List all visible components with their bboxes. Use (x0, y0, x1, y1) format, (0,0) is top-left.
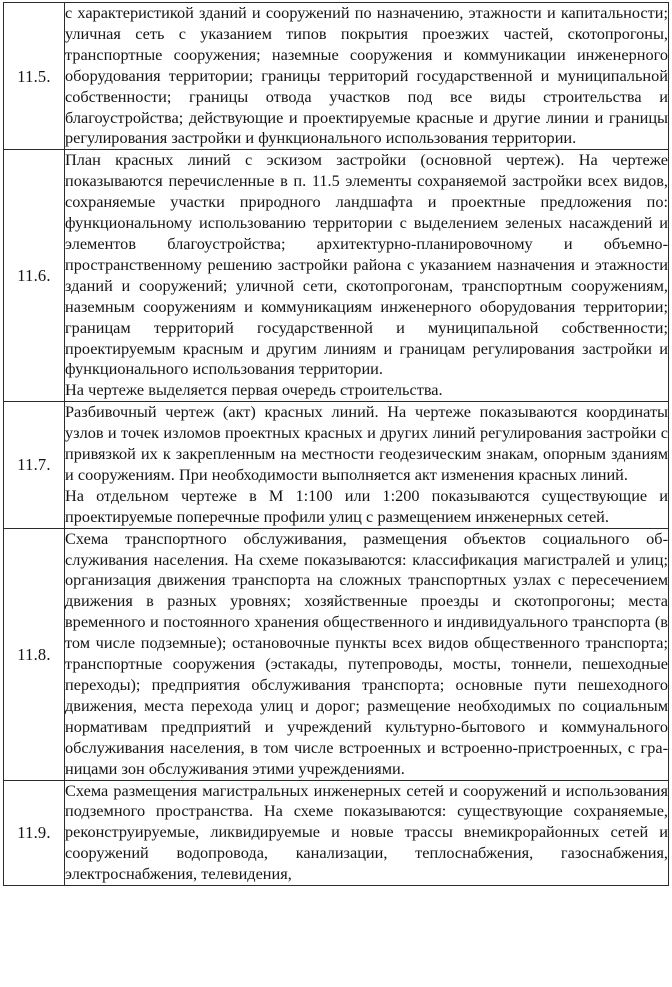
paragraph: с характеристикой зданий и сооружений по назначению, этажности и капитальности; уличная сеть с указанием типов покрытия проезжих частей, скотопрогоны, транспортные сооружения; наземные сооружения и коммуникации инженерного оборудования территории; границы территорий государственной и муниципальной собственности; границы отвода участков под все виды строительства и благоустройства; действующие и проектируемые красные и другие линии и границы регулирования застройки и функционального использования территории. (65, 3, 668, 148)
row-content-cell (65, 402, 669, 528)
row-number-cell: 11.5. (4, 3, 65, 150)
paragraph: На чертеже выделяется первая очередь строительства. (65, 380, 443, 400)
table-body (4, 3, 669, 886)
row-number-cell: 11.8. (4, 528, 65, 780)
table-row (4, 3, 669, 150)
table-row (4, 402, 669, 528)
row-content-cell (65, 3, 669, 150)
row-content-cell (65, 528, 669, 780)
table-row (4, 150, 669, 402)
row-content-cell (65, 150, 669, 402)
paragraph: Разбивочный чертеж (акт) красных линий. На чертеже показываются координаты узлов и точек изломов проектных красных и других линий регулирования застройки с привязкой их к закрепленным на местности геодезическим знакам, опорным зданиям и сооружениям. При необходимости выполняется акт изменения красных линий. (65, 402, 668, 484)
row-number-cell: 11.9. (4, 780, 65, 886)
paragraph: План красных линий с эскизом застройки (основной чертеж). На чертеже показываются перечисленные в п. 11.5 элементы сохраняемой застройки всех видов, сохраняемые участки природного ландшафта и проектные предложения по: функциональному использованию территории с выделением зеленых насаждений и элементов благоустройства; архитектурно-планировочному и объемно-пространственному решению застройки района с указанием назначения и этажности зданий и сооружений; уличной сети, скотопрогонам, транспортным сооружениям, наземным сооружениям и коммуникациям инженерного оборудования территории; границам территорий государственной и муниципальной собственности; проектируемым красным и другим линиям и границам регулирования застройки и функционального использования территории. (65, 150, 668, 379)
table-row (4, 780, 669, 886)
row-number-cell: 11.7. (4, 402, 65, 528)
paragraph: Схема транспортного обслуживания, размещения объектов социального обслуживания населения. На схеме показываются: классификация магистралей и улиц; организация движения транспорта на сложных транспортных узлах с пересечением движения в разных уровнях; хозяйственные проезды и скотопрогоны; места временного и постоянного хранения общественного и индивидуального транспорта (в том числе подземные); остановочные пункты всех видов общественного транспорта; транспортные сооружения (эстакады, путепроводы, мосты, тоннели, пешеходные переходы); предприятия обслуживания транспорта; основные пути пешеходного движения, места перехода улиц и дорог; размещение необходимых по социальным нормативам предприятий и учреждений культурно-бытового и коммунального обслуживания населения, в том числе встроенных и встроенно-пристроенных, с границами зон обслуживания этими учреждениями. (65, 528, 668, 778)
paragraph: На отдельном чертеже в М 1:100 или 1:200 показываются существующие и проектируемые поперечные профили улиц с размещением инженерных сетей. (65, 485, 668, 526)
row-content-cell (65, 780, 669, 886)
row-number-cell: 11.6. (4, 150, 65, 402)
requirements-table (3, 2, 669, 886)
table-row (4, 528, 669, 780)
paragraph: Схема размещения магистральных инженерных сетей и сооружений и использования подземного пространства. На схеме показываются: существующие сохраняемые, реконструируемые, ликвидируемые и новые трассы внемикрорайонных сетей и сооружений водопровода, канализации, теплоснабжения, газоснабжения, электроснабжения, телевидения, (65, 780, 668, 884)
